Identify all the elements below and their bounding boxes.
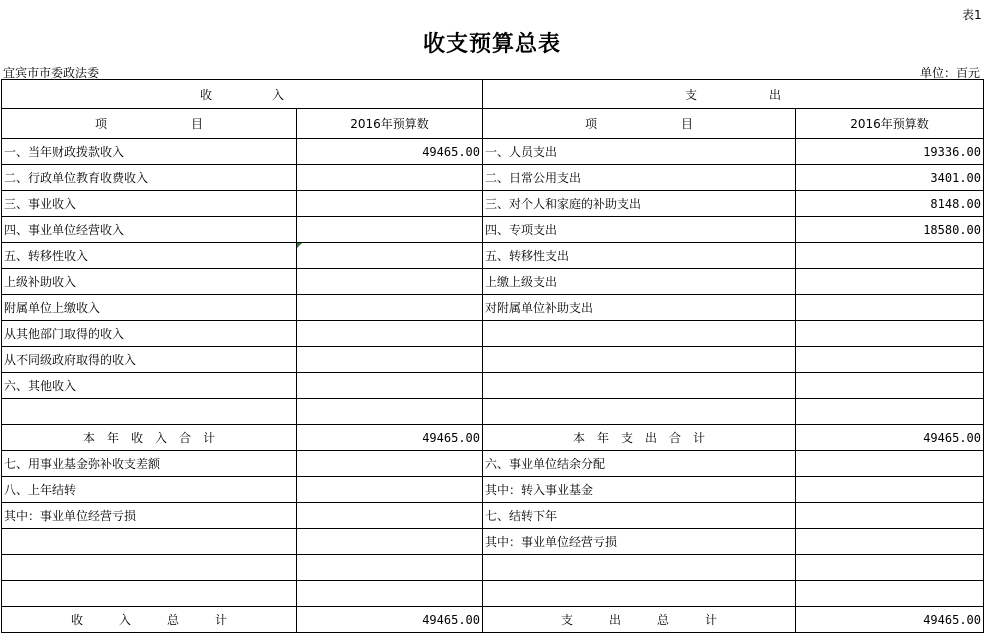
income-value[interactable] — [297, 191, 483, 217]
expense-value[interactable] — [796, 347, 984, 373]
expense-item[interactable] — [483, 555, 796, 581]
income-value[interactable] — [297, 503, 483, 529]
table-row — [2, 139, 984, 165]
income-item[interactable]: 二、行政单位教育收费收入 — [2, 165, 297, 191]
expense-budget-header: 2016年预算数 — [796, 109, 984, 139]
income-item[interactable]: 上级补助收入 — [2, 269, 297, 295]
cell-comment-marker-icon — [297, 243, 302, 248]
table-row — [2, 269, 984, 295]
expense-value[interactable] — [796, 399, 984, 425]
income-item[interactable]: 八、上年结转 — [2, 477, 297, 503]
group-header-row — [2, 80, 984, 109]
expense-item[interactable]: 其中：事业单位经营亏损 — [483, 529, 796, 555]
table-row — [2, 217, 984, 243]
table-row — [2, 503, 984, 529]
income-item[interactable]: 从不同级政府取得的收入 — [2, 347, 297, 373]
table-row — [2, 191, 984, 217]
page-title: 收支预算总表 — [422, 32, 561, 57]
income-value[interactable] — [297, 581, 483, 607]
expense-item[interactable]: 四、专项支出 — [483, 217, 796, 243]
table-row — [2, 243, 984, 269]
income-item[interactable]: 其中：事业单位经营亏损 — [2, 503, 297, 529]
income-item[interactable] — [2, 399, 297, 425]
subtotal-row — [2, 425, 984, 451]
expense-value[interactable] — [796, 269, 984, 295]
income-value[interactable]: 49465.00 — [297, 139, 483, 165]
income-value[interactable] — [297, 529, 483, 555]
column-header-row — [2, 109, 984, 139]
expense-item[interactable] — [483, 347, 796, 373]
income-item[interactable]: 四、事业单位经营收入 — [2, 217, 297, 243]
income-item[interactable] — [2, 581, 297, 607]
grand-total-row — [2, 607, 984, 633]
expense-value[interactable]: 8148.00 — [796, 191, 984, 217]
organization-name: 宜宾市市委政法委 — [3, 66, 100, 80]
table-row — [2, 451, 984, 477]
expense-value[interactable] — [796, 321, 984, 347]
expense-subtotal-label[interactable]: 本 年 支 出 合 计 — [483, 425, 796, 451]
expense-value[interactable] — [796, 451, 984, 477]
income-value[interactable] — [297, 243, 483, 269]
expense-value[interactable]: 19336.00 — [796, 139, 984, 165]
table-row — [2, 529, 984, 555]
expense-item[interactable] — [483, 581, 796, 607]
expense-value[interactable] — [796, 295, 984, 321]
expense-value[interactable] — [796, 529, 984, 555]
income-item[interactable]: 五、转移性收入 — [2, 243, 297, 269]
expense-group-header: 支 出 — [483, 80, 984, 109]
income-item[interactable]: 三、事业收入 — [2, 191, 297, 217]
expense-value[interactable] — [796, 503, 984, 529]
income-value[interactable] — [297, 217, 483, 243]
unit-label: 单位：百元 — [919, 66, 980, 80]
expense-item[interactable]: 其中：转入事业基金 — [483, 477, 796, 503]
income-budget-header: 2016年预算数 — [297, 109, 483, 139]
table-row — [2, 581, 984, 607]
table-row — [2, 399, 984, 425]
table-row — [2, 555, 984, 581]
income-item[interactable] — [2, 555, 297, 581]
expense-value[interactable] — [796, 373, 984, 399]
expense-item[interactable] — [483, 399, 796, 425]
table-row — [2, 477, 984, 503]
expense-item-header: 项 目 — [483, 109, 796, 139]
expense-item[interactable]: 上缴上级支出 — [483, 269, 796, 295]
table-row — [2, 295, 984, 321]
table-row — [2, 321, 984, 347]
budget-table — [1, 79, 984, 633]
expense-value[interactable]: 18580.00 — [796, 217, 984, 243]
expense-item[interactable]: 二、日常公用支出 — [483, 165, 796, 191]
expense-value[interactable] — [796, 555, 984, 581]
table-code: 表1 — [962, 8, 982, 22]
income-item[interactable]: 七、用事业基金弥补收支差额 — [2, 451, 297, 477]
expense-value[interactable] — [796, 581, 984, 607]
table-row — [2, 347, 984, 373]
table-row — [2, 165, 984, 191]
expense-item[interactable]: 对附属单位补助支出 — [483, 295, 796, 321]
income-value[interactable] — [297, 451, 483, 477]
income-subtotal-label[interactable]: 本 年 收 入 合 计 — [2, 425, 297, 451]
income-total-label[interactable]: 收 入 总 计 — [2, 607, 297, 633]
income-item[interactable]: 六、其他收入 — [2, 373, 297, 399]
income-value[interactable] — [297, 477, 483, 503]
income-group-header: 收 入 — [2, 80, 483, 109]
expense-item[interactable]: 六、事业单位结余分配 — [483, 451, 796, 477]
expense-item[interactable] — [483, 321, 796, 347]
income-value[interactable] — [297, 373, 483, 399]
income-subtotal-value[interactable]: 49465.00 — [297, 425, 483, 451]
income-item[interactable]: 附属单位上缴收入 — [2, 295, 297, 321]
income-item-header: 项 目 — [2, 109, 297, 139]
expense-subtotal-value[interactable]: 49465.00 — [796, 425, 984, 451]
income-value[interactable] — [297, 347, 483, 373]
expense-item[interactable]: 五、转移性支出 — [483, 243, 796, 269]
income-value[interactable] — [297, 165, 483, 191]
expense-total-value[interactable]: 49465.00 — [796, 607, 984, 633]
expense-value[interactable] — [796, 243, 984, 269]
income-value[interactable] — [297, 399, 483, 425]
expense-item[interactable]: 三、对个人和家庭的补助支出 — [483, 191, 796, 217]
income-value[interactable] — [297, 295, 483, 321]
expense-total-label[interactable]: 支 出 总 计 — [483, 607, 796, 633]
income-item[interactable] — [2, 529, 297, 555]
expense-item[interactable] — [483, 373, 796, 399]
expense-value[interactable]: 3401.00 — [796, 165, 984, 191]
income-value[interactable] — [297, 555, 483, 581]
income-item[interactable]: 从其他部门取得的收入 — [2, 321, 297, 347]
income-item[interactable]: 一、当年财政拨款收入 — [2, 139, 297, 165]
expense-item[interactable]: 七、结转下年 — [483, 503, 796, 529]
expense-value[interactable] — [796, 477, 984, 503]
expense-item[interactable]: 一、人员支出 — [483, 139, 796, 165]
income-value[interactable] — [297, 321, 483, 347]
income-total-value[interactable]: 49465.00 — [297, 607, 483, 633]
table-row — [2, 373, 984, 399]
income-value[interactable] — [297, 269, 483, 295]
